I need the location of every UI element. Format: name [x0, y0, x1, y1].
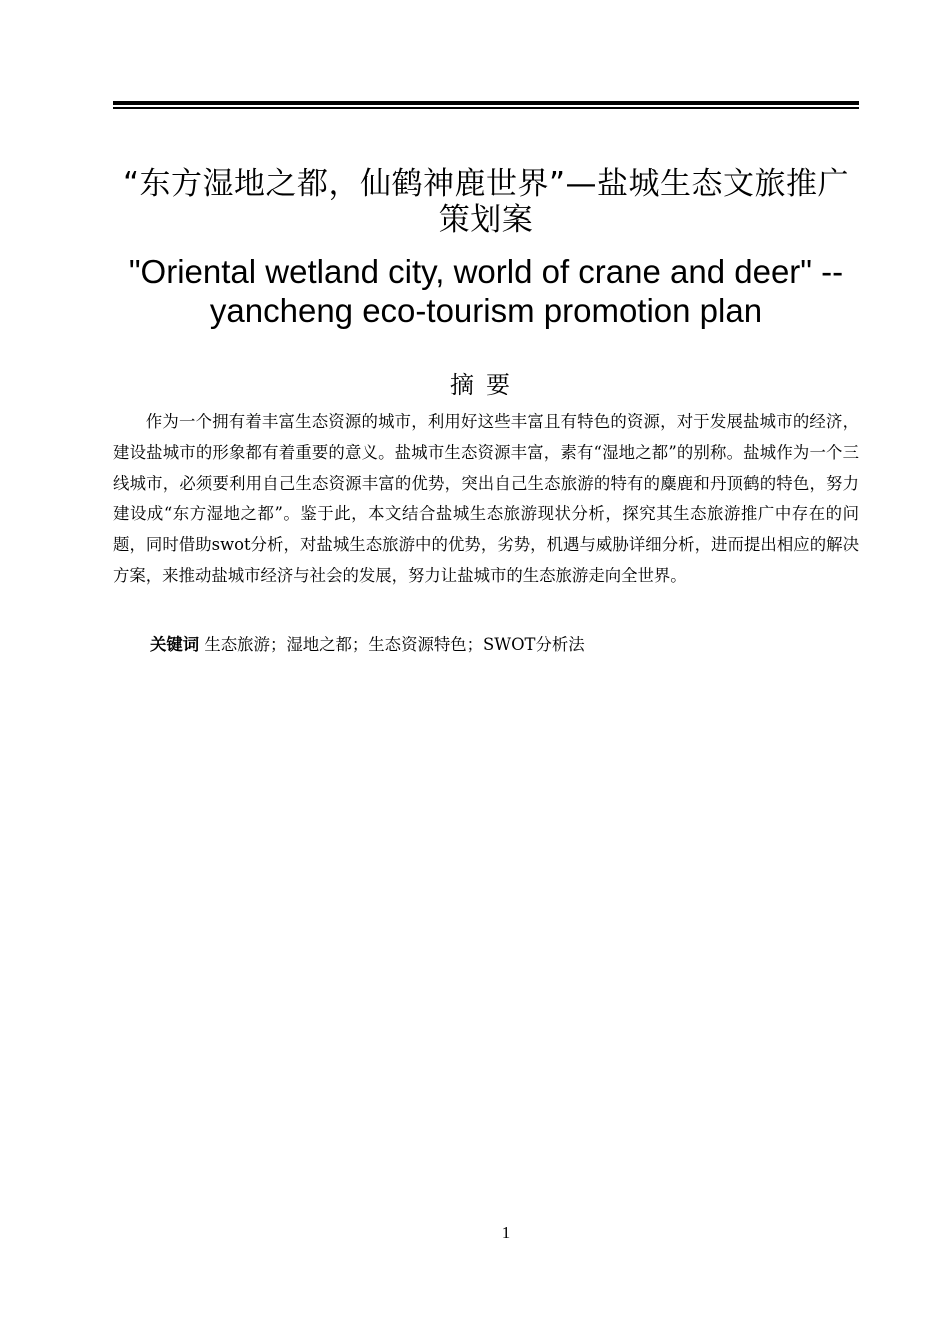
english-title: "Oriental wetland city, world of crane and deer" -- yancheng eco-tourism promotion plan — [128, 253, 844, 329]
keywords-text: 生态旅游；湿地之都；生态资源特色；SWOT分析法 — [204, 635, 585, 654]
chinese-title: “东方湿地之都，仙鹤神鹿世界”—盐城生态文旅推广策划案 — [122, 166, 850, 238]
page-number: 1 — [501, 1223, 511, 1242]
keywords-label: 关键词 — [150, 635, 200, 654]
abstract-body: 作为一个拥有着丰富生态资源的城市，利用好这些丰富且有特色的资源，对于发展盐城市的经济，建设盐城市的形象都有着重要的意义。盐城市生态资源丰富，素有“湿地之都”的别称。盐城作为一个三线城市，必须要利用自己生态资源丰富的优势，突出自己生态旅游的特有的麋鹿和丹顶鹤的特色，努力建设成“东方湿地之都”。鉴于此，本文结合盐城生态旅游现状分析，探究其生态旅游推广中存在的问题，同时借助swot分析，对盐城生态旅游中的优势，劣势，机遇与威胁详细分析，进而提出相应的解决方案，来推动盐城市经济与社会的发展，努力让盐城市的生态旅游走向全世界。 — [113, 412, 859, 585]
header-rule-thick — [113, 101, 859, 105]
abstract-heading: 摘要 — [450, 371, 522, 399]
header-rule-thin — [113, 107, 859, 109]
keywords-line — [150, 631, 859, 659]
